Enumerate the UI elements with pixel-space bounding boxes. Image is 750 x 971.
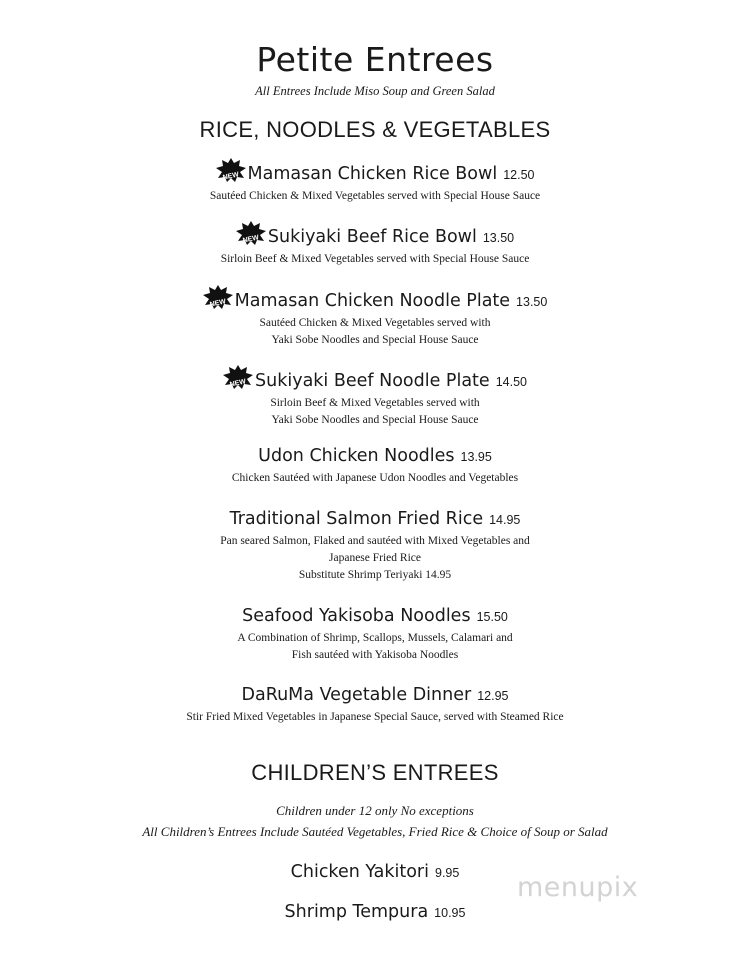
menu-item: [0, 684, 750, 726]
item-description-line: Sautéed Chicken & Mixed Vegetables served with: [259, 317, 491, 329]
new-badge-icon: [223, 365, 253, 389]
item-description: [0, 395, 750, 429]
item-name: DaRuMa Vegetable Dinner: [241, 685, 472, 705]
watermark-logo: menupix: [517, 872, 639, 903]
new-badge-icon: [236, 221, 266, 245]
menu-item: [0, 901, 750, 924]
item-price: 13.95: [460, 450, 492, 464]
item-price: 14.95: [489, 513, 521, 527]
item-name: Traditional Salmon Fried Rice: [229, 509, 484, 529]
item-description: [0, 315, 750, 349]
item-price: 15.50: [476, 610, 508, 624]
item-description-line: Fish sautéed with Yakisoba Noodles: [291, 649, 459, 661]
menu-item: [0, 285, 750, 349]
new-badge-label: NEW: [221, 171, 240, 182]
item-name: Mamasan Chicken Noodle Plate: [234, 291, 511, 311]
item-price: 12.95: [477, 689, 509, 703]
page-title: Petite Entrees: [256, 40, 494, 79]
item-price: 13.50: [516, 295, 548, 309]
item-name: Chicken Yakitori: [290, 862, 429, 882]
children-note: Children under 12 only No exceptions: [276, 803, 474, 818]
item-price: 13.50: [482, 231, 515, 245]
item-description-line: Yaki Sobe Noodles and Special House Sauce: [271, 334, 479, 346]
menu-item: [0, 158, 750, 205]
item-name: Shrimp Tempura: [284, 902, 429, 922]
menu-item: [0, 605, 750, 664]
item-name: Sukiyaki Beef Rice Bowl: [267, 227, 477, 247]
item-description: Sautéed Chicken & Mixed Vegetables served with Special House Sauce: [209, 190, 541, 202]
menu-item: [0, 221, 750, 268]
new-badge-label: NEW: [242, 234, 260, 245]
item-name: Mamasan Chicken Rice Bowl: [247, 164, 498, 184]
item-description-line: Pan seared Salmon, Flaked and sautéed with Mixed Vegetables and: [220, 535, 530, 547]
menu-item: [0, 365, 750, 429]
new-badge-icon: [203, 285, 233, 309]
section-heading-rice-noodles: RICE, NOODLES & VEGETABLES: [199, 117, 551, 142]
item-substitute-note: Substitute Shrimp Teriyaki 14.95: [298, 569, 452, 581]
item-description-line: Sirloin Beef & Mixed Vegetables served with: [270, 397, 480, 409]
item-price: 9.95: [435, 866, 460, 880]
item-description-line: Japanese Fried Rice: [329, 552, 421, 564]
item-name: Sukiyaki Beef Noodle Plate: [255, 371, 490, 391]
section-heading-children: CHILDREN’S ENTREES: [251, 760, 499, 785]
item-name: Udon Chicken Noodles: [258, 446, 455, 466]
new-badge-label: NEW: [229, 378, 247, 389]
item-price: 12.50: [503, 168, 535, 182]
menu-item: [0, 508, 750, 584]
new-badge-label: NEW: [208, 298, 227, 309]
item-name: Seafood Yakisoba Noodles: [242, 606, 471, 626]
item-description-line: Yaki Sobe Noodles and Special House Sauce: [271, 414, 479, 426]
item-description: Sirloin Beef & Mixed Vegetables served with Special House Sauce: [220, 253, 530, 265]
item-description: [0, 533, 750, 584]
item-description-line: A Combination of Shrimp, Scallops, Mussels, Calamari and: [237, 632, 513, 644]
menu-item: [0, 445, 750, 487]
item-description: [0, 630, 750, 664]
item-price: 14.50: [495, 375, 527, 389]
item-description: Chicken Sautéed with Japanese Udon Noodles and Vegetables: [231, 472, 519, 484]
item-description: Stir Fried Mixed Vegetables in Japanese Special Sauce, served with Steamed Rice: [186, 711, 564, 723]
children-includes-note: All Children’s Entrees Include Sautéed Vegetables, Fried Rice & Choice of Soup or Salad: [142, 824, 608, 839]
page-subtitle: All Entrees Include Miso Soup and Green Salad: [255, 84, 495, 98]
item-price: 10.95: [434, 906, 466, 920]
new-badge-icon: [216, 158, 246, 182]
